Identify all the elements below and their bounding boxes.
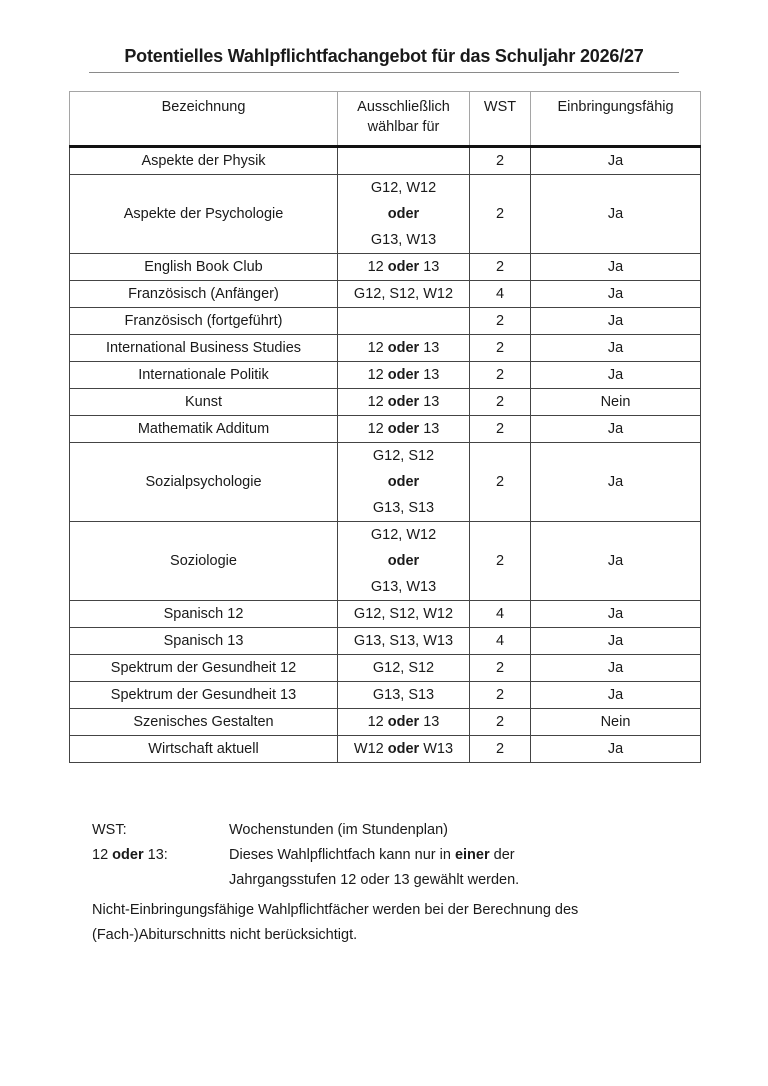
cell-wst: 2 xyxy=(470,362,531,389)
eligible-post: 13 xyxy=(423,394,440,410)
cell-name: Aspekte der Psychologie xyxy=(70,175,338,254)
eligible-option-a: G12, S12 xyxy=(372,448,435,464)
cell-eligible: G13, S13, W13 xyxy=(338,628,470,655)
eligible-pre: 12 xyxy=(367,367,384,383)
table-row xyxy=(70,281,701,308)
eligible-post: 13 xyxy=(423,421,440,437)
cell-countable: Ja xyxy=(531,655,701,682)
eligible-or: oder xyxy=(387,741,420,757)
cell-name: Französisch (Anfänger) xyxy=(70,281,338,308)
cell-name: Spanisch 12 xyxy=(70,601,338,628)
title-underline xyxy=(89,72,679,73)
cell-name: English Book Club xyxy=(70,254,338,281)
cell-wst: 4 xyxy=(470,628,531,655)
legend-value-or-bold: einer xyxy=(454,847,490,863)
table-row xyxy=(70,389,701,416)
cell-wst: 2 xyxy=(470,389,531,416)
cell-wst: 2 xyxy=(470,522,531,601)
cell-eligible xyxy=(338,254,470,281)
cell-wst: 2 xyxy=(470,147,531,175)
cell-countable: Ja xyxy=(531,416,701,443)
footnote-line1: Nicht-Einbringungsfähige Wahlpflichtfächer werden bei der Berechnung des xyxy=(92,902,579,918)
cell-wst: 4 xyxy=(470,281,531,308)
table-row xyxy=(70,522,701,601)
cell-countable: Ja xyxy=(531,254,701,281)
cell-countable: Ja xyxy=(531,736,701,763)
eligible-post: W13 xyxy=(423,741,454,757)
cell-name: Französisch (fortgeführt) xyxy=(70,308,338,335)
cell-countable: Ja xyxy=(531,601,701,628)
cell-eligible: G13, S13 xyxy=(338,682,470,709)
eligible-or: oder xyxy=(387,259,420,275)
legend-value-or-pre: Dieses Wahlpflichtfach kann nur in xyxy=(229,847,451,863)
eligible-or: oder xyxy=(387,367,420,383)
cell-name: Internationale Politik xyxy=(70,362,338,389)
cell-name: Spektrum der Gesundheit 13 xyxy=(70,682,338,709)
footnote xyxy=(92,898,692,948)
table-row xyxy=(70,682,701,709)
legend-value-or-line2: Jahrgangsstufen 12 oder 13 gewählt werden. xyxy=(229,872,520,888)
eligible-pre: W12 xyxy=(353,741,384,757)
table-row xyxy=(70,254,701,281)
header-eligible-line2: wählbar für xyxy=(367,119,440,135)
eligible-option-a: G12, W12 xyxy=(370,527,437,543)
cell-eligible xyxy=(338,389,470,416)
eligible-or: oder xyxy=(387,421,420,437)
eligible-or: oder xyxy=(387,340,420,356)
cell-name: Aspekte der Physik xyxy=(70,147,338,175)
table-row xyxy=(70,308,701,335)
header-eligible xyxy=(338,92,470,147)
cell-countable: Ja xyxy=(531,147,701,175)
cell-eligible xyxy=(338,362,470,389)
page-title: Potentielles Wahlpflichtfachangebot für das Schuljahr 2026/27 xyxy=(124,46,644,66)
cell-countable: Ja xyxy=(531,628,701,655)
table-row xyxy=(70,655,701,682)
eligible-or: oder xyxy=(387,474,420,490)
cell-wst: 2 xyxy=(470,655,531,682)
eligible-or: oder xyxy=(387,714,420,730)
eligible-pre: 12 xyxy=(367,394,384,410)
table-row xyxy=(70,628,701,655)
table-row xyxy=(70,147,701,175)
cell-wst: 2 xyxy=(470,308,531,335)
table-row xyxy=(70,443,701,522)
cell-wst: 2 xyxy=(470,443,531,522)
cell-eligible: G12, S12, W12 xyxy=(338,281,470,308)
cell-countable: Ja xyxy=(531,522,701,601)
legend-key-wst: WST: xyxy=(92,822,127,838)
header-wst: WST xyxy=(470,92,531,147)
footnote-line2: (Fach-)Abiturschnitts nicht berücksichtigt. xyxy=(92,927,358,943)
eligible-post: 13 xyxy=(423,340,440,356)
cell-countable: Ja xyxy=(531,308,701,335)
header-name: Bezeichnung xyxy=(70,92,338,147)
eligible-post: 13 xyxy=(423,367,440,383)
cell-name: Mathematik Additum xyxy=(70,416,338,443)
legend-key-or-pre: 12 xyxy=(92,847,109,863)
table-row xyxy=(70,335,701,362)
cell-countable: Ja xyxy=(531,682,701,709)
cell-eligible: G12, S12, W12 xyxy=(338,601,470,628)
cell-eligible xyxy=(338,175,470,254)
cell-eligible xyxy=(338,147,470,175)
eligible-post: 13 xyxy=(423,714,440,730)
cell-name: Wirtschaft aktuell xyxy=(70,736,338,763)
cell-wst: 2 xyxy=(470,709,531,736)
cell-wst: 2 xyxy=(470,682,531,709)
cell-countable: Nein xyxy=(531,389,701,416)
cell-eligible xyxy=(338,736,470,763)
cell-countable: Ja xyxy=(531,362,701,389)
cell-countable: Ja xyxy=(531,443,701,522)
cell-name: Szenisches Gestalten xyxy=(70,709,338,736)
cell-countable: Ja xyxy=(531,335,701,362)
eligible-or: oder xyxy=(387,394,420,410)
eligible-pre: 12 xyxy=(367,714,384,730)
cell-name: Kunst xyxy=(70,389,338,416)
legend-row-or xyxy=(92,843,629,893)
cell-eligible xyxy=(338,335,470,362)
legend-key-or-post: 13: xyxy=(147,847,168,863)
cell-eligible xyxy=(338,416,470,443)
legend xyxy=(92,818,629,893)
cell-name: Spektrum der Gesundheit 12 xyxy=(70,655,338,682)
eligible-pre: 12 xyxy=(367,421,384,437)
table-row xyxy=(70,736,701,763)
legend-key-or-bold: oder xyxy=(112,847,144,863)
eligible-pre: 12 xyxy=(367,340,384,356)
legend-value-or xyxy=(229,843,629,893)
cell-name: Sozialpsychologie xyxy=(70,443,338,522)
header-eligible-line1: Ausschließlich xyxy=(357,99,450,115)
eligible-option-b: G13, W13 xyxy=(370,232,437,248)
legend-key-or xyxy=(92,843,229,893)
cell-countable: Ja xyxy=(531,281,701,308)
cell-eligible xyxy=(338,522,470,601)
table-row xyxy=(70,601,701,628)
cell-wst: 2 xyxy=(470,175,531,254)
eligible-or: oder xyxy=(387,206,420,222)
legend-row-wst xyxy=(92,818,629,843)
cell-eligible xyxy=(338,709,470,736)
legend-value-or-post: der xyxy=(493,847,515,863)
cell-eligible xyxy=(338,443,470,522)
eligible-or: oder xyxy=(387,553,420,569)
cell-wst: 2 xyxy=(470,736,531,763)
table-row xyxy=(70,175,701,254)
cell-eligible xyxy=(338,308,470,335)
elective-offer-table xyxy=(69,91,701,763)
legend-value-wst: Wochenstunden (im Stundenplan) xyxy=(229,822,448,838)
table-row xyxy=(70,416,701,443)
eligible-option-a: G12, W12 xyxy=(370,180,437,196)
cell-countable: Ja xyxy=(531,175,701,254)
table-row xyxy=(70,362,701,389)
eligible-pre: 12 xyxy=(367,259,384,275)
eligible-post: 13 xyxy=(423,259,440,275)
header-countable: Einbringungsfähig xyxy=(531,92,701,147)
cell-name: Spanisch 13 xyxy=(70,628,338,655)
cell-wst: 2 xyxy=(470,335,531,362)
cell-wst: 4 xyxy=(470,601,531,628)
cell-eligible: G12, S12 xyxy=(338,655,470,682)
eligible-option-b: G13, S13 xyxy=(372,500,435,516)
eligible-option-b: G13, W13 xyxy=(370,579,437,595)
table-header-row xyxy=(70,92,701,147)
cell-name: International Business Studies xyxy=(70,335,338,362)
cell-wst: 2 xyxy=(470,254,531,281)
cell-wst: 2 xyxy=(470,416,531,443)
cell-name: Soziologie xyxy=(70,522,338,601)
cell-countable: Nein xyxy=(531,709,701,736)
table-row xyxy=(70,709,701,736)
